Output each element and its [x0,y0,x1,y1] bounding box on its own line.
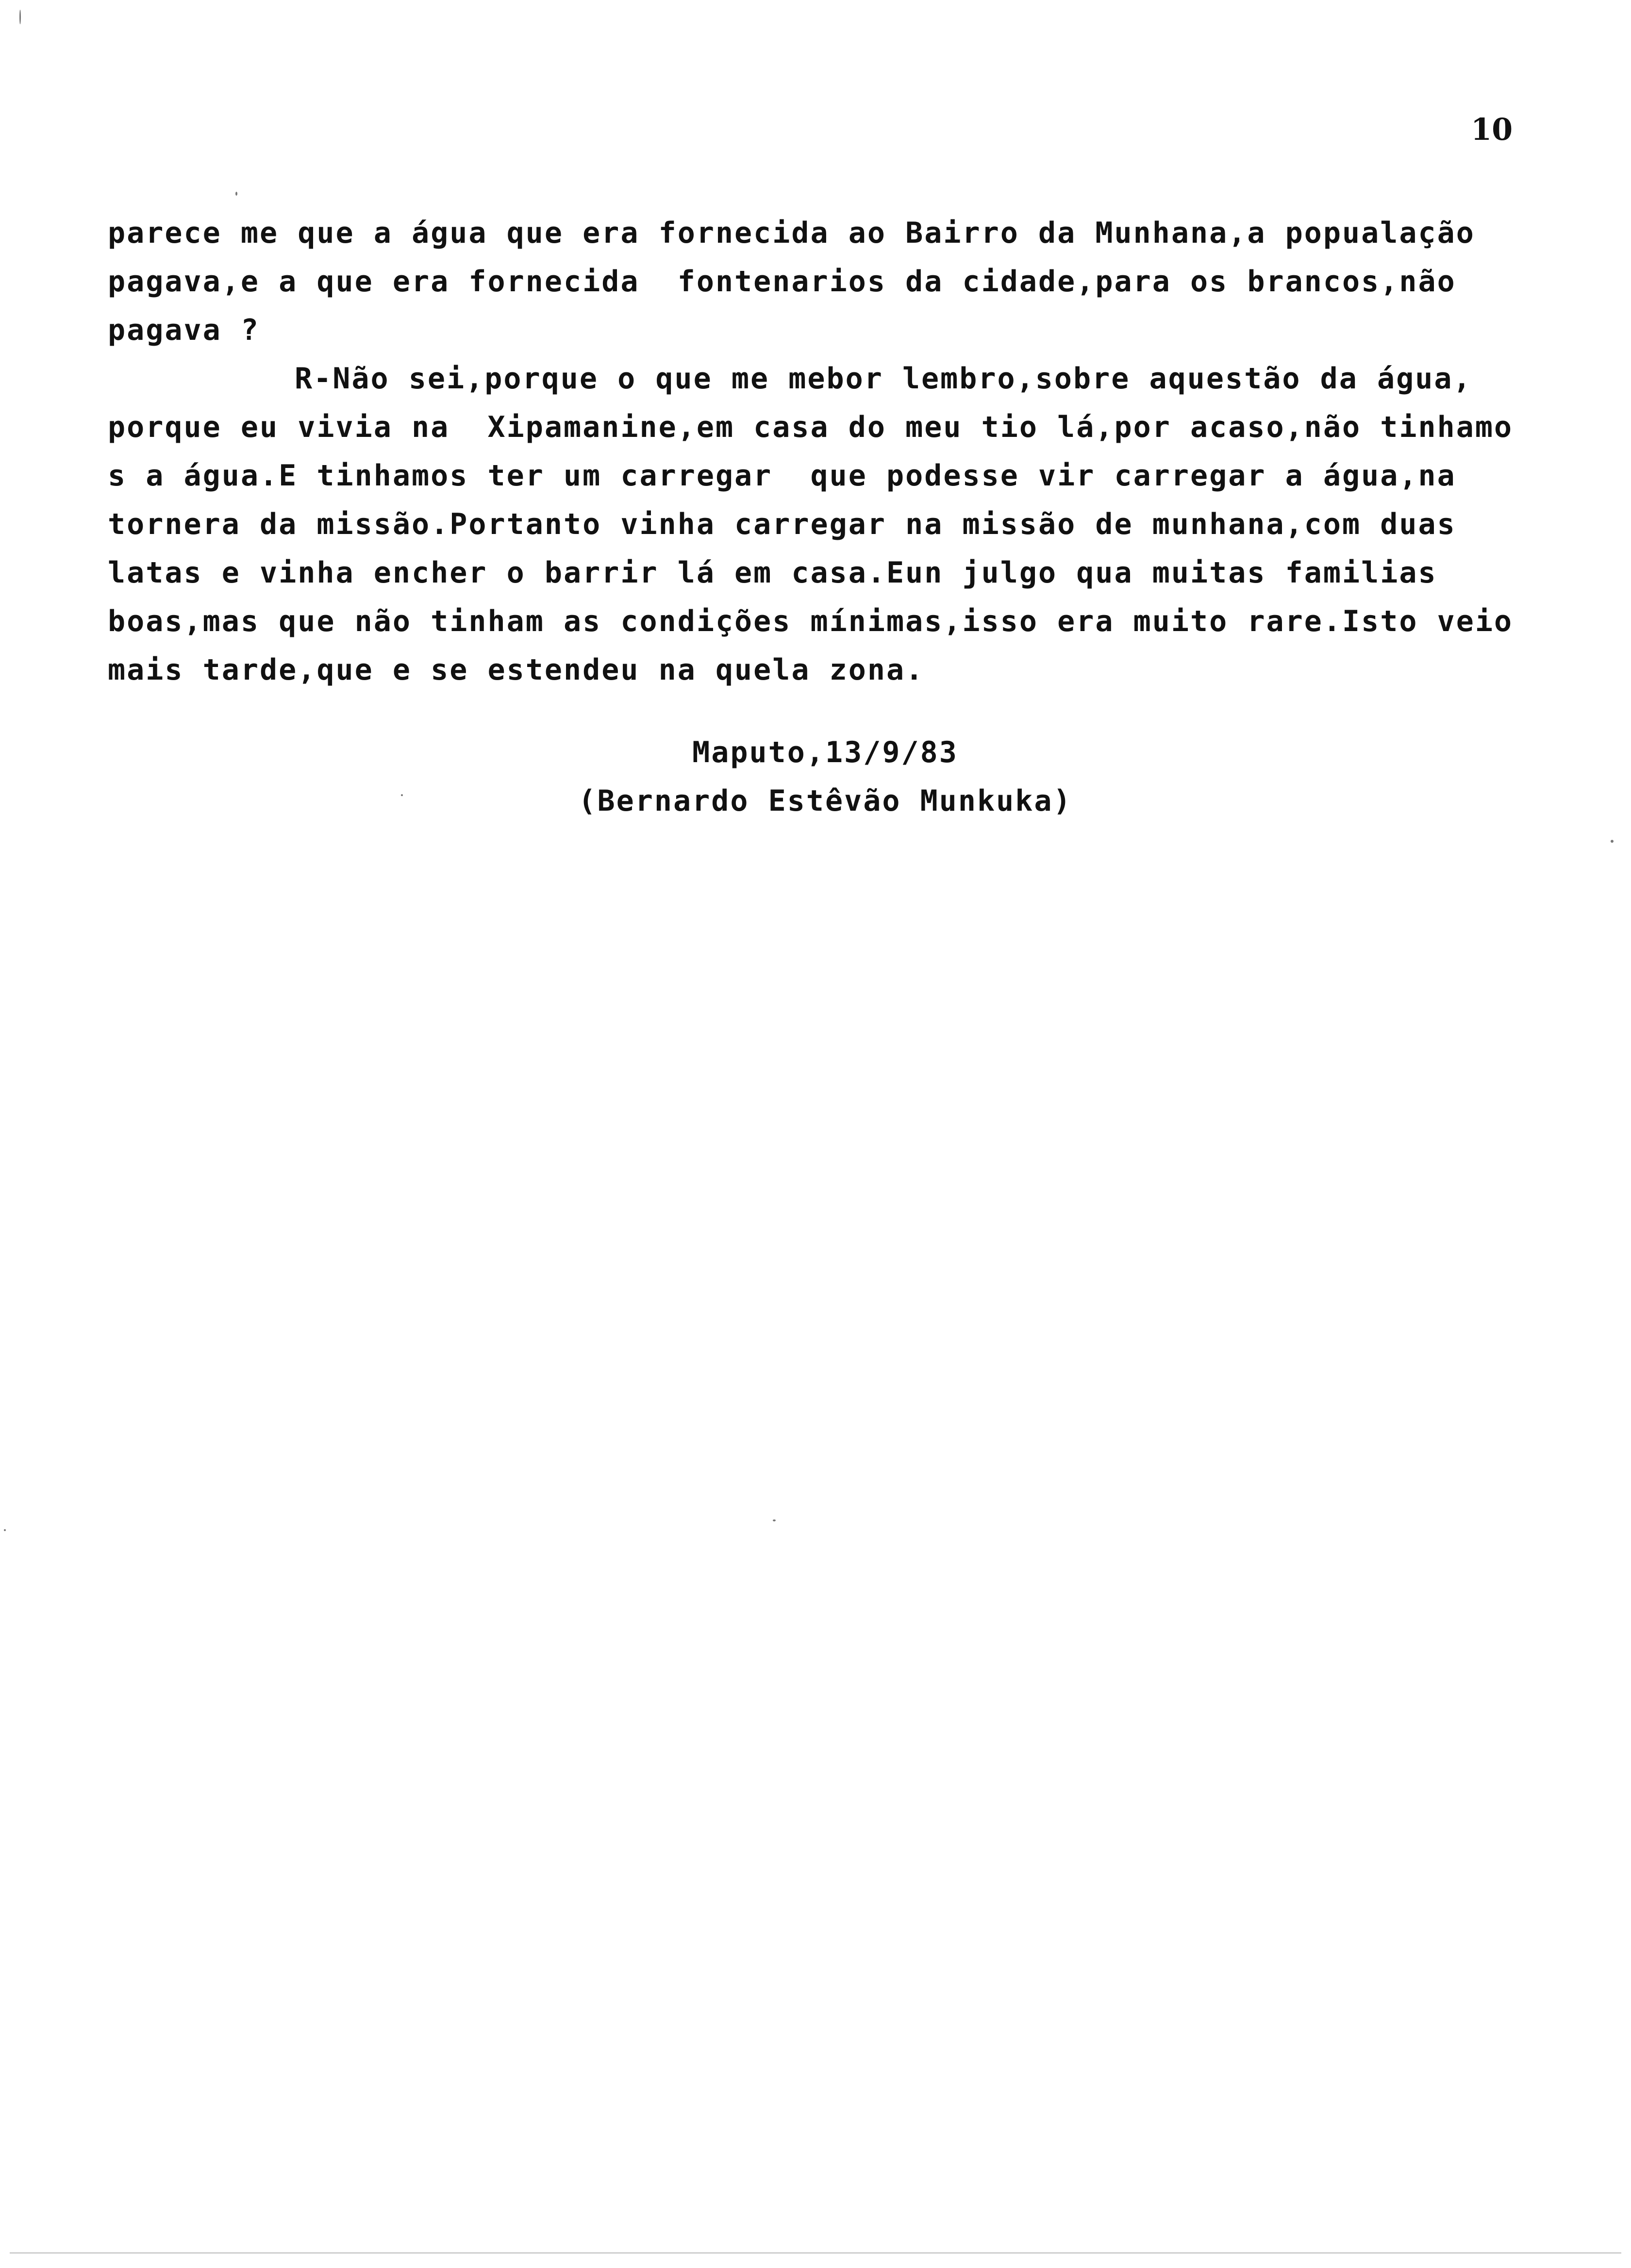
interview-text [108,209,1583,694]
answer-line-2: porque eu vivia na Xipamanine,em casa do meu tio lá,por acaso,não tinhamo [108,410,1514,444]
signature-block [0,728,1631,825]
answer-line-5: latas e vinha encher o barrir lá em casa.Eun julgo qua muitas familias [108,556,1437,590]
scan-speck [1611,840,1614,843]
scan-edge-line [10,2252,1621,2253]
place-date: Maputo,13/9/83 [692,735,958,769]
scan-speck [401,794,403,796]
interviewee-name: (Bernardo Estêvão Munkuka) [578,784,1072,818]
question-line-2: pagava,e a que era fornecida fontenarios da cidade,para os brancos,não [108,265,1456,299]
page-number: 10 [1471,112,1513,147]
answer-line-3: s a água.E tinhamos ter um carregar que podesse vir carregar a água,na [108,459,1456,493]
scan-speck [4,1529,6,1531]
question-line-3: pagava ? [108,313,260,347]
scan-speck [773,1519,776,1521]
answer-line-6: boas,mas que não tinham as condições mínimas,isso era muito rare.Isto veio [108,604,1514,638]
scan-speck [235,192,237,196]
answer-line-7: mais tarde,que e se estendeu na quela zona. [108,653,925,687]
scan-speck [19,10,21,24]
answer-line-1: R-Não sei,porque o que me mebor lembro,sobre aquestão da água, [295,362,1472,396]
answer-line-4: tornera da missão.Portanto vinha carregar na missão de munhana,com duas [108,507,1456,541]
question-line-1: parece me que a água que era fornecida ao Bairro da Munhana,a popualação [108,216,1475,250]
